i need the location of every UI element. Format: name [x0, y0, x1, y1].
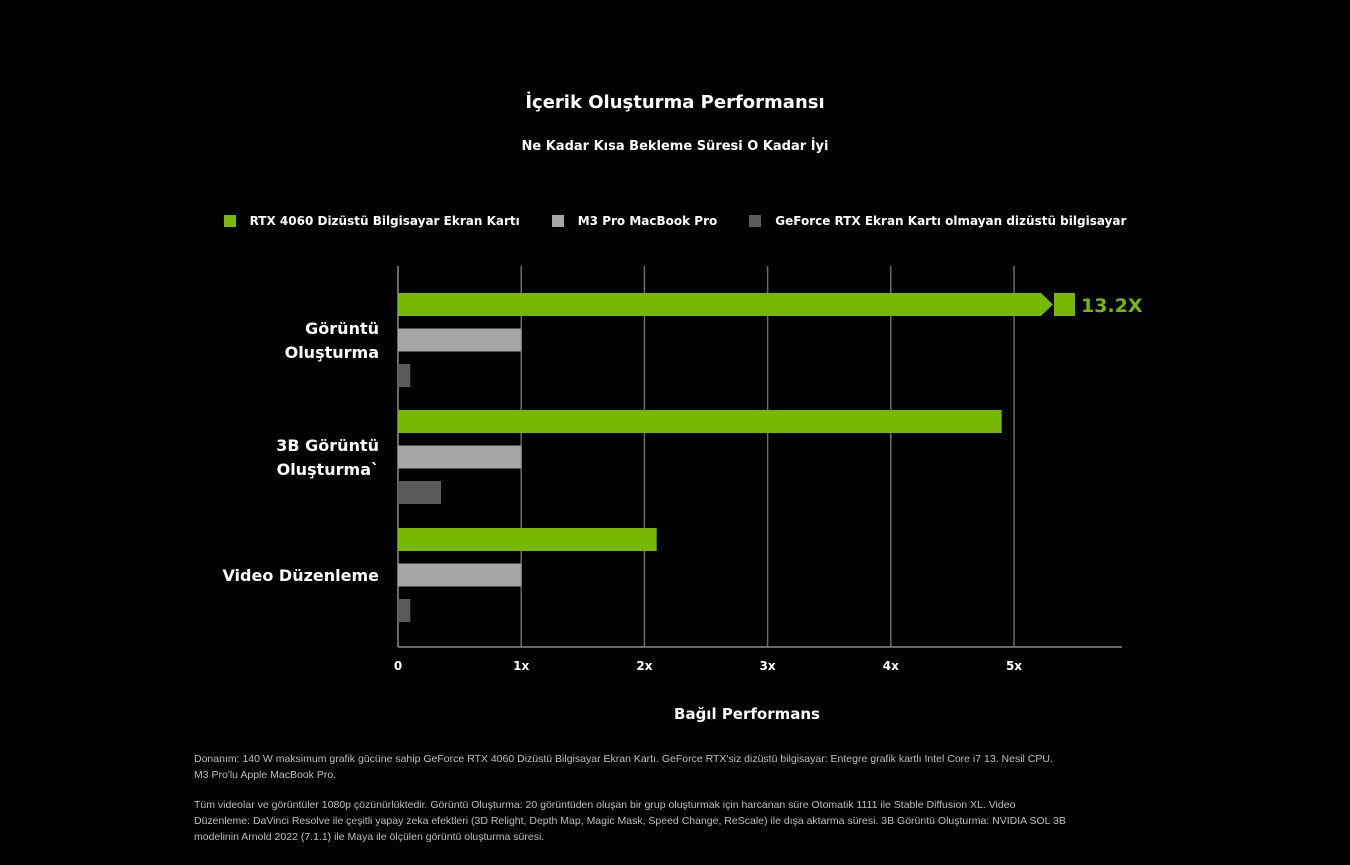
footnote-hardware-line1: Donanım: 140 W maksimum grafik gücüne sahip GeForce RTX 4060 Dizüstü Bilgisayar Ekran Kartı. GeForce RTX'siz dizüstü bilgisayar: Entegre grafik kartlı Intel Core i7 13. Nesil CPU. [194, 753, 1053, 765]
bar [398, 446, 521, 469]
bar [398, 293, 1041, 316]
chart-title: İçerik Oluşturma Performansı [525, 92, 825, 113]
bar-break-segment [1054, 293, 1075, 316]
category-label: Görüntü [305, 319, 379, 338]
bar [398, 599, 410, 622]
x-tick-label: 0 [393, 659, 403, 673]
x-tick-label: 5x [1005, 659, 1023, 673]
category-label: Oluşturma` [276, 460, 379, 479]
x-tick-label: 1x [513, 659, 530, 673]
category-label: 3B Görüntü [276, 436, 379, 455]
footnote-hardware-line2: M3 Pro'lu Apple MacBook Pro. [194, 769, 337, 781]
data-label: 13.2X [1081, 295, 1143, 317]
category-label: Video Düzenleme [222, 566, 379, 585]
footnote-hardware [194, 751, 1144, 783]
axis-break-arrow [1041, 293, 1053, 316]
legend-label-no-rtx: GeForce RTX Ekran Kartı olmayan dizüstü bilgisayar [775, 214, 1127, 228]
category-label: Oluşturma [284, 343, 379, 362]
bar [398, 481, 441, 504]
footnote-method-line3: modelinin Arnold 2022 (7.1.1) ile Maya ile ölçülen görüntü oluşturma süresi. [194, 831, 545, 843]
x-tick-label: 3x [759, 659, 776, 673]
bar [398, 528, 657, 551]
bar [398, 410, 1002, 433]
footnote-method-line1: Tüm videolar ve görüntüler 1080p çözünürlüktedir. Görüntü Oluşturma: 20 görüntüden oluşan bir grup oluşturmak için harcanan süre Otomatik 1111 ile Stable Diffusion XL. Video [194, 799, 1016, 811]
bar [398, 564, 521, 587]
bar [398, 364, 410, 387]
footnote-method [194, 797, 1144, 845]
chart-subtitle: Ne Kadar Kısa Bekleme Süresi O Kadar İyi [521, 139, 829, 154]
footnote-method-line2: Düzenleme: DaVinci Resolve ile çeşitli yapay zeka efektleri (3D Relight, Depth Map, Magic Mask, Speed Change, ReScale) ile dışa aktarma süresi. 3B Görüntü Oluşturma: NVIDIA SOL 3B [194, 815, 1066, 827]
legend-label-rtx4060: RTX 4060 Dizüstü Bilgisayar Ekran Kartı [249, 214, 520, 228]
x-tick-label: 4x [882, 659, 899, 673]
legend-label-m3pro: M3 Pro MacBook Pro [577, 214, 718, 228]
bar [398, 329, 521, 352]
x-tick-label: 2x [636, 659, 653, 673]
x-axis-label: Bağıl Performans [674, 705, 820, 723]
